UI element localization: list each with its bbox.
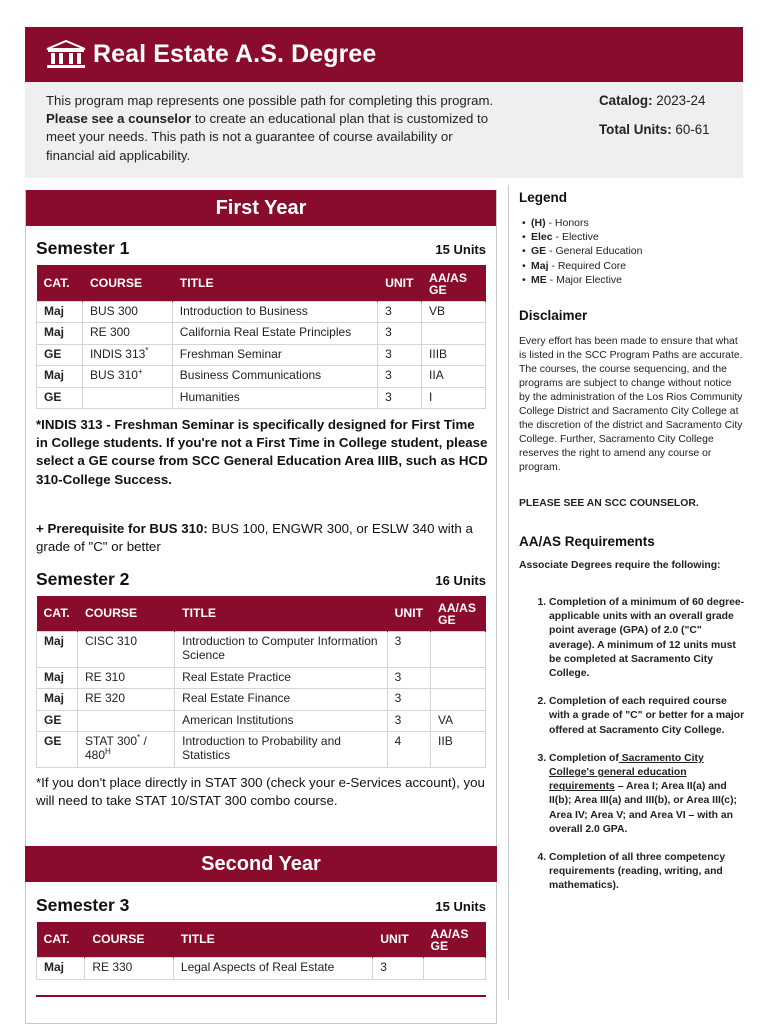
cell-title: Introduction to Computer Information Science <box>175 631 387 667</box>
intro-counselor-text: Please see a counselor <box>46 111 192 127</box>
cell-course: RE 330 <box>85 957 174 979</box>
total-units-row <box>599 121 710 139</box>
cell-title: Freshman Seminar <box>172 344 377 366</box>
table-row <box>37 732 486 768</box>
col-unit: UNIT <box>373 922 423 957</box>
cell-unit: 3 <box>378 344 422 366</box>
legend-desc: - Required Core <box>548 259 627 272</box>
cell-ge: VA <box>431 710 486 732</box>
requirement-item: 1. Completion of a minimum of 60 degree-applicable units with an overall grade point average (GPA) of 2.0 ("C" average). A minimum of 12 units must be completed at Sacramento City College. <box>549 596 745 681</box>
cell-ge: VB <box>422 301 486 323</box>
col-ge <box>431 596 486 631</box>
year-heading: Second Year <box>25 846 497 882</box>
cell-unit: 3 <box>373 957 423 979</box>
cell-unit: 3 <box>387 631 430 667</box>
table-row <box>37 387 486 409</box>
table-row <box>37 710 486 732</box>
cell-ge <box>423 957 485 979</box>
cell-course: RE 320 <box>77 689 174 711</box>
course-code: STAT 300 <box>84 734 138 748</box>
total-units-value: 60-61 <box>671 122 710 137</box>
legend-list <box>519 216 642 287</box>
course-separator: / <box>140 734 147 748</box>
cell-ge <box>431 689 486 711</box>
cell-unit: 3 <box>387 667 430 689</box>
ge-requirements-link[interactable]: Sacramento City College's general education requirements <box>549 752 704 793</box>
legend-heading: Legend <box>519 190 568 205</box>
col-cat: CAT. <box>37 922 85 957</box>
cell-cat: Maj <box>37 323 83 345</box>
prereq-text: BUS 100, ENGWR 300, or ESLW 340 with a grade of "C" or better <box>36 521 473 555</box>
legend-desc: - Major Elective <box>546 273 623 286</box>
cell-ge <box>431 667 486 689</box>
cell-cat: Maj <box>37 366 83 388</box>
building-columns-icon <box>45 40 87 70</box>
intro-text-part: This program map represents one possible path for completing this program. <box>46 93 494 108</box>
legend-key: Elec <box>531 231 553 244</box>
cell-cat: Maj <box>37 301 83 323</box>
catalog-row <box>599 92 710 110</box>
cell-course <box>82 366 172 388</box>
legend-key: ME <box>531 273 547 286</box>
cell-title: Introduction to Business <box>172 301 377 323</box>
footnote-indis-text: *INDIS 313 - Freshman Seminar is specifically designed for First Time in College students. If you're not a First Time in College student, please select a GE course from SCC General Education Area IIIB, such as HCD 310-College Success. <box>36 417 488 487</box>
cell-course: BUS 300 <box>82 301 172 323</box>
table-header-row <box>37 596 486 631</box>
cell-course: RE 300 <box>82 323 172 345</box>
col-cat: CAT. <box>37 596 78 631</box>
cell-title: Real Estate Practice <box>175 667 387 689</box>
semester-heading <box>36 238 486 259</box>
cell-course: CISC 310 <box>77 631 174 667</box>
cell-course <box>82 344 172 366</box>
legend-desc: - Honors <box>545 217 589 229</box>
footnote-marker: * <box>137 733 141 742</box>
cell-unit: 3 <box>378 387 422 409</box>
cell-title: Business Communications <box>172 366 377 388</box>
cell-cat: GE <box>37 732 78 768</box>
cell-title: Humanities <box>172 387 377 409</box>
catalog-label: Catalog: <box>599 93 653 108</box>
table-row <box>37 689 486 711</box>
col-ge <box>423 922 485 957</box>
legend-key: Maj <box>531 259 549 272</box>
cell-ge: IIIB <box>422 344 486 366</box>
table-row <box>37 667 486 689</box>
course-code: INDIS 313 <box>89 346 146 361</box>
col-unit: UNIT <box>378 265 422 301</box>
semester-heading <box>36 569 486 590</box>
col-title: TITLE <box>172 265 377 301</box>
footnote-marker: * <box>145 345 149 355</box>
column-divider <box>508 185 509 1000</box>
semester-name: Semester 1 <box>36 238 130 258</box>
semester-units: 15 Units <box>435 242 486 257</box>
course-code: BUS 310 <box>89 368 138 382</box>
next-table-edge <box>36 995 486 997</box>
table-header-row <box>37 922 486 957</box>
requirement-item <box>549 752 745 837</box>
table-row <box>37 957 486 979</box>
requirements-heading: AA/AS Requirements <box>519 534 655 549</box>
cell-cat: Maj <box>37 957 85 979</box>
page-title: Real Estate A.S. Degree <box>93 40 377 68</box>
intro-text <box>46 92 496 165</box>
col-ge-line2: GE <box>430 939 449 954</box>
cell-course <box>77 732 174 768</box>
legend-key: (H) <box>531 217 546 229</box>
col-unit: UNIT <box>387 596 430 631</box>
cell-title: American Institutions <box>175 710 387 732</box>
col-course: COURSE <box>85 922 174 957</box>
legend-item <box>519 273 642 287</box>
col-ge <box>422 265 486 301</box>
table-header-row <box>37 265 486 301</box>
program-map-column <box>25 190 497 1024</box>
course-table <box>36 265 486 409</box>
legend-item <box>519 244 642 258</box>
table-row <box>37 631 486 667</box>
col-course: COURSE <box>77 596 174 631</box>
cell-ge: IIA <box>422 366 486 388</box>
cell-course <box>82 387 172 409</box>
footnote-stat: *If you don't place directly in STAT 300 (check your e-Services account), you will need to take STAT 10/STAT 300 combo course. <box>36 775 485 809</box>
requirement-text: Completion of <box>549 752 619 764</box>
col-title: TITLE <box>173 922 372 957</box>
cell-cat: Maj <box>37 689 78 711</box>
honors-marker: H <box>105 747 111 756</box>
disclaimer-heading: Disclaimer <box>519 308 588 323</box>
requirement-item: 2. Completion of each required course with a grade of "C" or better for a major offered at Sacramento City College. <box>549 695 745 738</box>
course-code: 480 <box>84 748 106 762</box>
intro-panel <box>25 82 743 178</box>
cell-cat: GE <box>37 344 83 366</box>
cell-course: RE 310 <box>77 667 174 689</box>
semester-units: 16 Units <box>435 573 486 588</box>
legend-item <box>519 259 642 273</box>
course-table <box>36 922 486 980</box>
legend-desc: - Elective <box>552 231 599 244</box>
cell-course <box>77 710 174 732</box>
legend-item <box>519 230 642 244</box>
col-cat: CAT. <box>37 265 83 301</box>
semester-heading <box>36 895 486 916</box>
requirement-item: 4. Completion of all three competency requirements (reading, writing, and mathematics). <box>549 851 745 894</box>
requirements-intro: Associate Degrees require the following: <box>519 560 721 571</box>
semester-units: 15 Units <box>435 899 486 914</box>
col-ge-line2: GE <box>429 282 447 297</box>
prereq-label: + Prerequisite for BUS 310: <box>36 521 208 536</box>
legend-item <box>519 216 642 230</box>
year-heading: First Year <box>26 190 496 226</box>
footnote-indis <box>36 416 488 489</box>
page-banner <box>25 27 743 82</box>
cell-unit: 3 <box>378 301 422 323</box>
semester-name: Semester 3 <box>36 895 130 915</box>
semester-name: Semester 2 <box>36 569 130 589</box>
cell-title: California Real Estate Principles <box>172 323 377 345</box>
course-table <box>36 596 486 768</box>
catalog-meta <box>599 92 710 150</box>
cell-ge: I <box>422 387 486 409</box>
table-row <box>37 323 486 345</box>
table-row <box>37 301 486 323</box>
catalog-value: 2023-24 <box>652 93 706 108</box>
footnote-prereq <box>36 520 488 556</box>
table-row <box>37 366 486 388</box>
col-title: TITLE <box>175 596 387 631</box>
requirement-text: – Area I; Area II(a) and II(b); Area III(a) and III(b), or Area III(c); Area IV; Area V; and Area VI – with an overall 2.0 GPA. <box>549 781 738 835</box>
cell-unit: 4 <box>387 732 430 768</box>
cell-ge <box>422 323 486 345</box>
counselor-notice: PLEASE SEE AN SCC COUNSELOR. <box>519 498 699 509</box>
cell-cat: GE <box>37 710 78 732</box>
col-ge-line1: AA/AS <box>429 270 467 285</box>
cell-unit: 3 <box>378 366 422 388</box>
footnote-marker: + <box>137 367 143 376</box>
cell-unit: 3 <box>387 710 430 732</box>
cell-title: Legal Aspects of Real Estate <box>173 957 372 979</box>
cell-unit: 3 <box>378 323 422 345</box>
intro-text-part: to create an educational plan that is customized to meet your needs. This path is not a guarantee of course availability or financial aid applicability. <box>46 111 489 163</box>
cell-cat: Maj <box>37 667 78 689</box>
total-units-label: Total Units: <box>599 122 672 137</box>
cell-title: Real Estate Finance <box>175 689 387 711</box>
legend-desc: - General Education <box>546 245 643 258</box>
cell-cat: Maj <box>37 631 78 667</box>
cell-title: Introduction to Probability and Statistics <box>175 732 387 768</box>
table-row <box>37 344 486 366</box>
cell-cat: GE <box>37 387 83 409</box>
col-course: COURSE <box>82 265 172 301</box>
cell-ge: IIB <box>431 732 486 768</box>
legend-key: GE <box>531 245 547 258</box>
cell-ge <box>431 631 486 667</box>
requirements-list <box>519 596 745 908</box>
col-ge-line1: AA/AS <box>430 927 469 942</box>
disclaimer-text: Every effort has been made to ensure that what is listed in the SCC Program Paths are accurate. The courses, the course sequencing, and the programs are subject to change without notice by the administration of the Los Rios Community College District and Sacramento City College at the discretion of the district and Sacramento City College. Further, Sacramento City College reserves the right to amend any course or program. <box>519 336 743 473</box>
col-ge-line2: GE <box>438 613 456 628</box>
col-ge-line1: AA/AS <box>438 601 476 616</box>
cell-unit: 3 <box>387 689 430 711</box>
